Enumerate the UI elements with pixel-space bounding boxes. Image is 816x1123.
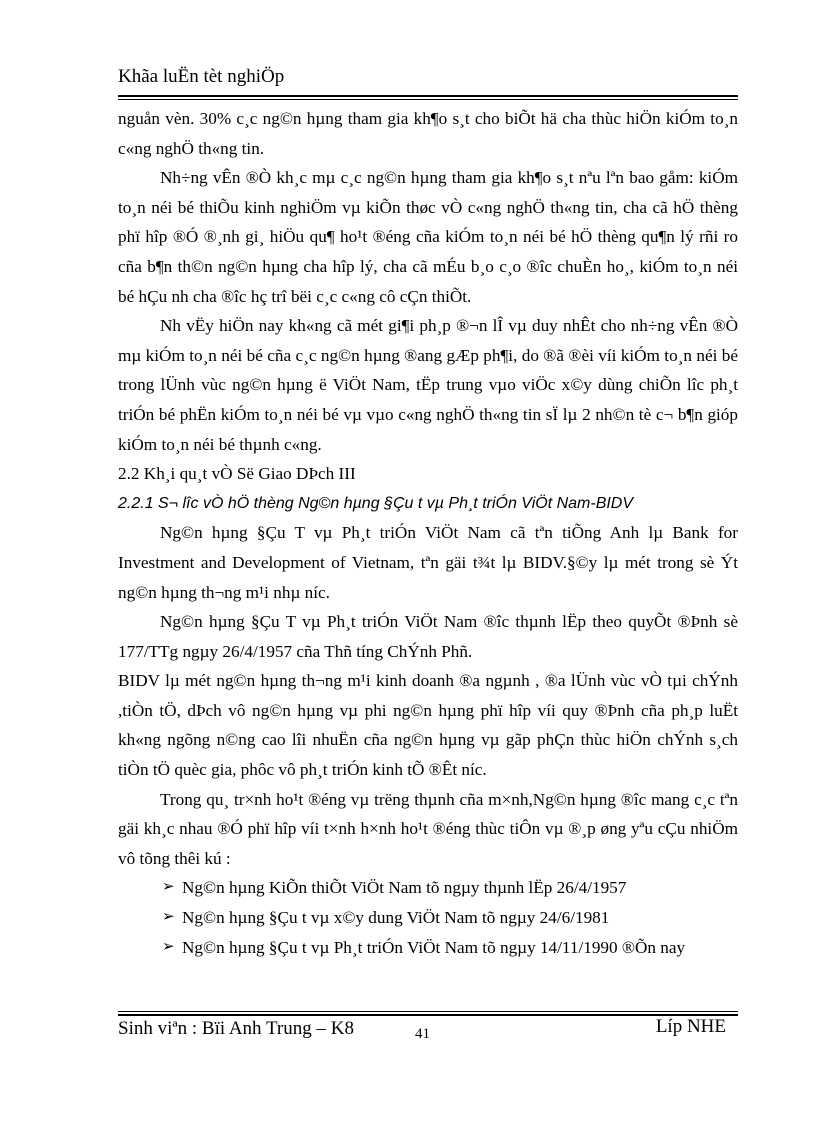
subsection-heading: 2.2.1 S¬ lîc vÒ hÖ thèng Ng©n hµng §Çu t vµ Ph¸t triÓn ViÖt Nam-BIDV (118, 494, 634, 512)
list-item (118, 933, 738, 963)
footer-student: Sinh viªn : Bïi Anh Trung – K8 (118, 1018, 354, 1039)
paragraph: Nh vËy hiÖn nay kh«ng cã mét gi¶i ph¸p ®¬n lÎ vµ duy nhÊt cho nh÷ng vÊn ®Ò mµ kiÓm to¸n néi bé cña c¸c ng©n hµng ®ang gÆp ph¶i, do ®ã ®èi víi kiÓm to¸n néi bé trong lÜnh vùc ng©n hµng ë ViÖt Nam, tËp trung vµo viÖc x©y dùng chiÕn lîc ph¸t triÓn bé phËn kiÓm to¸n néi bé vµ vµo c«ng nghÖ th«ng tin sÏ lµ 2 nh©n tè c¬ b¶n gióp kiÓm to¸n néi bé thµnh c«ng. (118, 316, 738, 454)
footer-rule-thin (118, 1011, 738, 1012)
paragraph: Ng©n hµng §Çu T vµ Ph¸t triÓn ViÖt Nam cã tªn tiÕng Anh lµ Bank for Investment and Development of Vietnam, tªn gäi t¾t lµ BIDV.§©y lµ mét trong sè Ýt ng©n hµng th¬ng m¹i nhµ níc. (118, 523, 738, 602)
page-body (118, 104, 738, 962)
list-item (118, 873, 738, 903)
arrow-bullet-icon: ➢ (162, 909, 175, 926)
paragraph: nguån vèn. 30% c¸c ng©n hµng tham gia kh¶o s¸t cho biÕt hä cha thùc hiÖn kiÓm to¸n c«ng nghÖ th«ng tin. (118, 109, 738, 158)
page-number: 41 (415, 1026, 430, 1042)
header-rule-thin (118, 99, 738, 100)
paragraph: Ng©n hµng §Çu T vµ Ph¸t triÓn ViÖt Nam ®îc thµnh lËp theo quyÕt ®Þnh sè 177/TTg ngµy 26/4/1957 cña Thñ tíng ChÝnh Phñ. (118, 612, 738, 661)
bullet-list (118, 873, 738, 962)
paragraph: Nh÷ng vÊn ®Ò kh¸c mµ c¸c ng©n hµng tham gia kh¶o s¸t nªu lªn bao gåm: kiÓm to¸n néi bé thiÕu kinh nghiÖm vµ kiÕn thøc vÒ c«ng nghÖ th«ng tin, cha cã hÖ thèng phï hîp ®Ó ®¸nh gi¸ hiÖu qu¶ ho¹t ®éng cña kiÓm to¸n néi bé hÖ thèng qu¶n lý rñi ro cña b¶n th©n ng©n hµng cha hîp lý, cha cã mÉu b¸o c¸o ®îc chuÈn ho¸, kiÓm to¸n néi bé hÇu nh cha ®îc hç trî bëi c¸c c«ng cô cÇn thiÕt. (118, 168, 738, 306)
list-item-text: Ng©n hµng KiÕn thiÕt ViÖt Nam tõ ngµy thµnh lËp 26/4/1957 (182, 878, 627, 898)
list-item (118, 903, 738, 933)
list-item-text: Ng©n hµng §Çu t vµ x©y dung ViÖt Nam tõ ngµy 24/6/1981 (182, 908, 610, 928)
arrow-bullet-icon: ➢ (162, 938, 175, 955)
header-rule (118, 95, 738, 97)
paragraph: Trong qu¸ tr×nh ho¹t ®éng vµ trëng thµnh cña m×nh,Ng©n hµng ®îc mang c¸c tªn gäi kh¸c nhau ®Ó phï hîp víi t×nh h×nh ho¹t ®éng thùc tiÔn vµ ®¸p øng yªu cÇu nhiÖm vô tõng thêi kú : (118, 789, 738, 868)
paragraph: BIDV lµ mét ng©n hµng th¬ng m¹i kinh doanh ®a ngµnh , ®a lÜnh vùc vÒ tµi chÝnh ,tiÒn tÖ, dÞch vô ng©n hµng vµ phi ng©n hµng phï hîp víi quy ®Þnh cña ph¸p luËt kh«ng ngõng n©ng cao lîi nhuËn cña ng©n hµng vµ gãp phÇn thùc hiÖn chÝnh s¸ch tiÒn tÖ quèc gia, phôc vô ph¸t triÓn kinh tÕ ®Êt níc. (118, 671, 738, 780)
page-header-title: Khãa luËn tèt nghiÖp (118, 66, 285, 87)
arrow-bullet-icon: ➢ (162, 879, 175, 896)
list-item-text: Ng©n hµng §Çu t vµ Ph¸t triÓn ViÖt Nam tõ ngµy 14/11/1990 ®Õn nay (182, 937, 686, 957)
footer-class: Líp NHE (655, 1016, 726, 1037)
section-heading: 2.2 Kh¸i qu¸t vÒ Së Giao DÞch III (118, 464, 356, 484)
